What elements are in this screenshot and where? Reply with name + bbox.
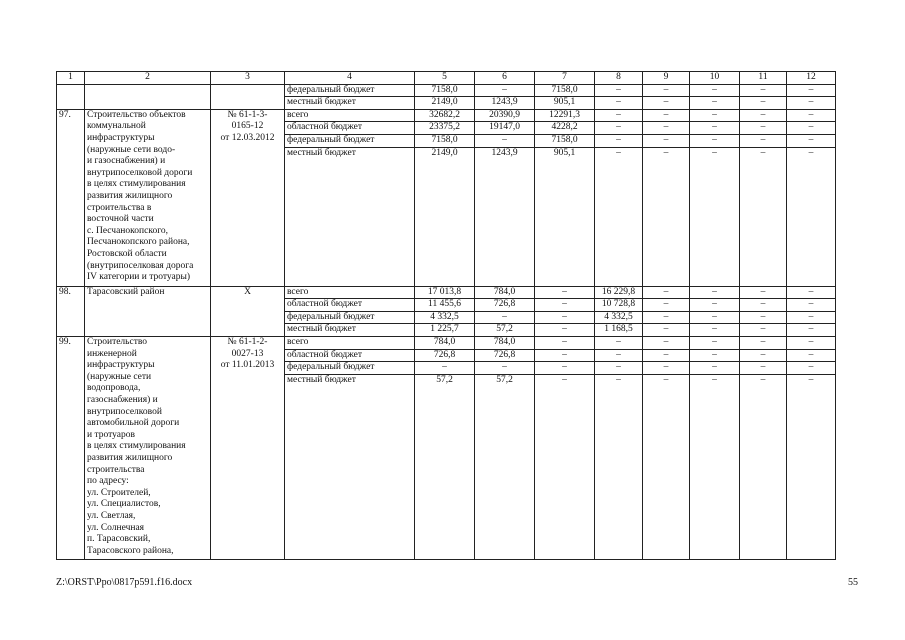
value-cell: 10 728,8 — [595, 299, 643, 312]
budget-source-label: федеральный бюджет — [285, 311, 415, 324]
empty-cell — [85, 84, 211, 109]
value-cell: – — [787, 311, 836, 324]
value-cell: 4 332,5 — [595, 311, 643, 324]
value-cell: – — [690, 134, 740, 147]
project-name-line: инженерной — [87, 348, 137, 359]
budget-source-label: местный бюджет — [285, 147, 415, 286]
value-cell: – — [643, 286, 690, 299]
document-reference — [211, 109, 285, 286]
value-cell: – — [690, 299, 740, 312]
project-name-line: развития жилищного — [87, 453, 173, 463]
value-cell: – — [595, 109, 643, 122]
value-cell: – — [740, 299, 787, 312]
value-cell: – — [595, 84, 643, 97]
value-cell: – — [643, 324, 690, 337]
value-cell: – — [595, 97, 643, 110]
project-name-line: газоснабжения) и — [87, 395, 158, 406]
value-cell: 2149,0 — [415, 147, 475, 286]
value-cell: 2149,0 — [415, 97, 475, 110]
value-cell: – — [475, 134, 535, 147]
value-cell: – — [787, 147, 836, 286]
project-name-line: автомобильной дороги — [87, 418, 180, 429]
value-cell: – — [787, 134, 836, 147]
document-reference — [211, 286, 285, 336]
value-cell: – — [787, 299, 836, 312]
empty-cell — [57, 84, 85, 109]
column-number: 8 — [595, 72, 643, 85]
empty-cell — [211, 84, 285, 109]
project-name-line: инфраструктуры — [87, 132, 155, 143]
value-cell: – — [643, 337, 690, 350]
column-number: 3 — [211, 72, 285, 85]
project-name-line: строительства в — [87, 202, 152, 213]
row-number: 98. — [57, 286, 85, 336]
table-row — [57, 109, 836, 122]
budget-source-label: местный бюджет — [285, 324, 415, 337]
budget-source-label: всего — [285, 337, 415, 350]
value-cell: – — [643, 122, 690, 135]
column-number: 10 — [690, 72, 740, 85]
value-cell: – — [535, 324, 595, 337]
budget-source-label: областной бюджет — [285, 122, 415, 135]
value-cell: – — [595, 362, 643, 375]
column-number: 12 — [787, 72, 836, 85]
project-name-line: в целях стимулирования — [87, 179, 186, 190]
budget-source-label: всего — [285, 109, 415, 122]
value-cell: 7158,0 — [535, 84, 595, 97]
document-reference — [211, 337, 285, 560]
value-cell: – — [787, 97, 836, 110]
value-cell: – — [643, 374, 690, 560]
value-cell: – — [740, 84, 787, 97]
value-cell: – — [475, 362, 535, 375]
value-cell: – — [415, 362, 475, 375]
budget-source-label: местный бюджет — [285, 97, 415, 110]
value-cell: – — [643, 97, 690, 110]
value-cell: 905,1 — [535, 97, 595, 110]
column-number: 1 — [57, 72, 85, 85]
project-name-line: Строительство объектов — [87, 109, 186, 120]
value-cell: 784,0 — [475, 337, 535, 350]
project-name-line: развития жилищного — [87, 190, 173, 201]
value-cell: – — [690, 362, 740, 375]
budget-source-label: местный бюджет — [285, 374, 415, 560]
value-cell: – — [690, 147, 740, 286]
project-name-line: п. Тарасовский, — [87, 534, 151, 545]
value-cell: – — [690, 324, 740, 337]
value-cell: – — [690, 84, 740, 97]
project-name-line: ул. Светлая, — [87, 510, 136, 521]
column-number: 2 — [85, 72, 211, 85]
value-cell: – — [787, 286, 836, 299]
project-name-line: (наружные сети водо- — [87, 144, 176, 155]
project-name-line: восточной части — [87, 214, 154, 225]
budget-source-label: областной бюджет — [285, 349, 415, 362]
value-cell: – — [535, 349, 595, 362]
project-name-line: внутрипоселковой дороги — [87, 167, 193, 178]
project-name-line: (внутрипоселковая дорога — [87, 260, 194, 271]
value-cell: – — [643, 134, 690, 147]
project-name-line: Песчанокопского района, — [87, 237, 190, 248]
project-name-line: Строительство — [87, 337, 148, 348]
value-cell: 7158,0 — [535, 134, 595, 147]
value-cell: 784,0 — [475, 286, 535, 299]
value-cell: 1243,9 — [475, 97, 535, 110]
value-cell: – — [690, 122, 740, 135]
project-name-line: ул. Специалистов, — [87, 499, 161, 510]
value-cell: – — [690, 349, 740, 362]
budget-source-label: всего — [285, 286, 415, 299]
value-cell: – — [787, 349, 836, 362]
document-reference-line: 0165-12 — [231, 121, 264, 132]
budget-source-label: федеральный бюджет — [285, 362, 415, 375]
project-name-line: строительства — [87, 464, 145, 475]
value-cell: – — [740, 349, 787, 362]
project-name-line: Тарасовский район — [87, 286, 165, 297]
value-cell: – — [535, 311, 595, 324]
document-reference-line: № 61-1-3- — [227, 109, 268, 120]
value-cell: – — [787, 109, 836, 122]
value-cell: 905,1 — [535, 147, 595, 286]
column-number: 7 — [535, 72, 595, 85]
value-cell: – — [740, 311, 787, 324]
value-cell: – — [787, 324, 836, 337]
project-name-line: IV категории и тротуары) — [87, 272, 191, 283]
document-reference-line: 0027-13 — [231, 348, 264, 359]
project-name-line: ул. Солнечная — [87, 522, 145, 533]
value-cell: – — [595, 337, 643, 350]
project-name-line: внутрипоселковой — [87, 406, 162, 417]
value-cell: – — [535, 337, 595, 350]
project-name-line: инфраструктуры — [87, 360, 155, 371]
project-name-line: по адресу: — [87, 476, 129, 487]
table-row — [57, 286, 836, 299]
document-reference-line: от 12.03.2012 — [220, 132, 275, 143]
project-name-line: Тарасовского района, — [87, 545, 174, 556]
value-cell: – — [595, 349, 643, 362]
value-cell: 57,2 — [415, 374, 475, 560]
project-name-line: в целях стимулирования — [87, 441, 186, 452]
document-reference-line: № 61-1-2- — [227, 337, 268, 348]
value-cell: – — [690, 337, 740, 350]
value-cell: – — [787, 84, 836, 97]
value-cell: – — [787, 374, 836, 560]
value-cell: 19147,0 — [475, 122, 535, 135]
value-cell: – — [643, 311, 690, 324]
value-cell: 1243,9 — [475, 147, 535, 286]
value-cell: – — [643, 147, 690, 286]
project-name-line: Ростовской области — [87, 248, 167, 259]
value-cell: – — [643, 109, 690, 122]
value-cell: 11 455,6 — [415, 299, 475, 312]
value-cell: 57,2 — [475, 374, 535, 560]
value-cell: – — [787, 337, 836, 350]
table-row — [57, 84, 836, 97]
budget-table — [56, 71, 836, 560]
value-cell: – — [535, 299, 595, 312]
value-cell: – — [595, 147, 643, 286]
value-cell: 20390,9 — [475, 109, 535, 122]
value-cell: 1 168,5 — [595, 324, 643, 337]
value-cell: 12291,3 — [535, 109, 595, 122]
project-name-line: коммунальной — [87, 121, 146, 132]
project-name-line: ул. Строителей, — [87, 487, 151, 498]
value-cell: 16 229,8 — [595, 286, 643, 299]
column-number: 9 — [643, 72, 690, 85]
value-cell: – — [690, 286, 740, 299]
value-cell: – — [595, 122, 643, 135]
value-cell: – — [740, 147, 787, 286]
value-cell: 726,8 — [475, 299, 535, 312]
value-cell: – — [740, 97, 787, 110]
document-reference-line: от 11.01.2013 — [220, 360, 275, 371]
value-cell: 726,8 — [475, 349, 535, 362]
file-path: Z:\ORST\Ppo\0817p591.f16.docx — [56, 577, 193, 588]
value-cell: – — [740, 134, 787, 147]
value-cell: – — [595, 374, 643, 560]
value-cell: 1 225,7 — [415, 324, 475, 337]
value-cell: 7158,0 — [415, 84, 475, 97]
project-name — [85, 109, 211, 286]
value-cell: – — [690, 109, 740, 122]
project-name-line: (наружные сети — [87, 371, 152, 382]
value-cell: – — [690, 374, 740, 560]
value-cell: 23375,2 — [415, 122, 475, 135]
value-cell: – — [690, 97, 740, 110]
column-number: 4 — [285, 72, 415, 85]
value-cell: – — [535, 362, 595, 375]
value-cell: 784,0 — [415, 337, 475, 350]
value-cell: 17 013,8 — [415, 286, 475, 299]
value-cell: – — [643, 362, 690, 375]
value-cell: 726,8 — [415, 349, 475, 362]
value-cell: 32682,2 — [415, 109, 475, 122]
project-name-line: и тротуаров — [87, 429, 135, 440]
value-cell: – — [787, 362, 836, 375]
value-cell: – — [690, 311, 740, 324]
column-number: 11 — [740, 72, 787, 85]
project-name-line: с. Песчанокопского, — [87, 225, 168, 236]
value-cell: – — [740, 324, 787, 337]
header-row — [57, 72, 836, 85]
value-cell: 4228,2 — [535, 122, 595, 135]
value-cell: – — [787, 122, 836, 135]
project-name-line: и газоснабжения) и — [87, 156, 166, 167]
budget-source-label: федеральный бюджет — [285, 84, 415, 97]
column-number: 5 — [415, 72, 475, 85]
value-cell: – — [643, 299, 690, 312]
row-number: 97. — [57, 109, 85, 286]
value-cell: – — [740, 122, 787, 135]
value-cell: – — [740, 286, 787, 299]
row-number: 99. — [57, 337, 85, 560]
value-cell: – — [475, 311, 535, 324]
value-cell: – — [740, 337, 787, 350]
value-cell: – — [740, 374, 787, 560]
value-cell: – — [535, 374, 595, 560]
table-row — [57, 337, 836, 350]
budget-source-label: областной бюджет — [285, 299, 415, 312]
document-reference-line: Х — [244, 286, 251, 297]
value-cell: – — [740, 109, 787, 122]
budget-source-label: федеральный бюджет — [285, 134, 415, 147]
project-name-line: водопровода, — [87, 383, 141, 394]
project-name — [85, 337, 211, 560]
value-cell: 4 332,5 — [415, 311, 475, 324]
value-cell: – — [643, 349, 690, 362]
value-cell: 7158,0 — [415, 134, 475, 147]
column-number: 6 — [475, 72, 535, 85]
project-name — [85, 286, 211, 336]
value-cell: – — [643, 84, 690, 97]
value-cell: – — [475, 84, 535, 97]
page-number: 55 — [848, 577, 858, 588]
value-cell: – — [740, 362, 787, 375]
value-cell: – — [535, 286, 595, 299]
value-cell: 57,2 — [475, 324, 535, 337]
value-cell: – — [595, 134, 643, 147]
